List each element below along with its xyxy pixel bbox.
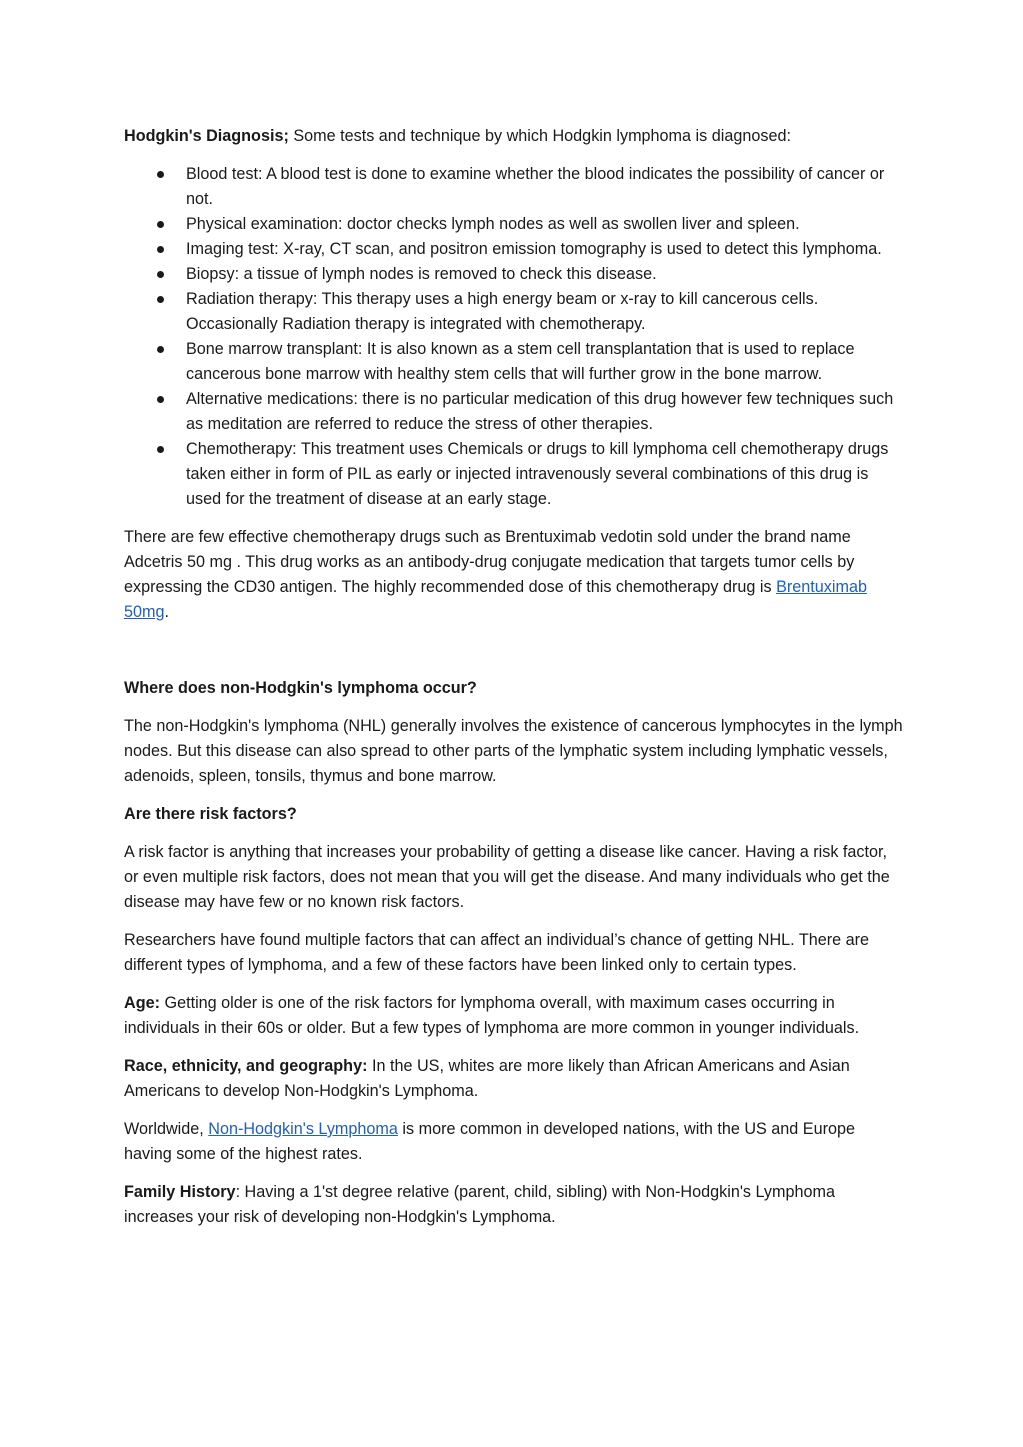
list-item <box>124 162 904 212</box>
list-item-text: Blood test: A blood test is done to examine whether the blood indicates the possibility of cancer or not. <box>186 165 885 208</box>
race-label: Race, ethnicity, and geography: <box>124 1057 368 1075</box>
list-item-text: Bone marrow transplant: It is also known as a stem cell transplantation that is used to replace cancerous bone marrow with healthy stem cells that will further grow in the bone marrow. <box>186 340 855 383</box>
family-text: : Having a 1'st degree relative (parent, child, sibling) with Non-Hodgkin's Lymphoma increases your risk of developing non-Hodgkin's Lymphoma. <box>124 1183 835 1226</box>
risk-heading <box>124 802 904 827</box>
bullet-icon <box>157 346 164 353</box>
list-item-text: Physical examination: doctor checks lymph nodes as well as swollen liver and spleen. <box>186 215 800 233</box>
list-item-text: Radiation therapy: This therapy uses a high energy beam or x-ray to kill cancerous cells. Occasionally Radiation therapy is integrated with chemotherapy. <box>186 290 819 333</box>
list-item <box>124 262 904 287</box>
bullet-icon <box>157 296 164 303</box>
diagnosis-heading: Hodgkin's Diagnosis; <box>124 127 289 145</box>
diagnosis-list <box>124 162 904 512</box>
worldwide-after: is more common in developed nations, with the US and Europe having some of the highest rates. <box>124 1120 856 1163</box>
age-text: Getting older is one of the risk factors for lymphoma overall, with maximum cases occurring in individuals in their 60s or older. But a few types of lymphoma are more common in younger individuals. <box>124 994 860 1037</box>
diagnosis-intro <box>124 124 904 149</box>
bullet-icon <box>157 396 164 403</box>
list-item-text: Imaging test: X-ray, CT scan, and positron emission tomography is used to detect this lymphoma. <box>186 240 882 258</box>
risk-paragraph-2: Researchers have found multiple factors that can affect an individual’s chance of getting NHL. There are different types of lymphoma, and a few of these factors have been linked only to certain types. <box>124 931 870 974</box>
family-label: Family History <box>124 1183 236 1201</box>
bullet-icon <box>157 446 164 453</box>
age-paragraph <box>124 991 904 1041</box>
race-paragraph <box>124 1054 904 1104</box>
list-item-text: Biopsy: a tissue of lymph nodes is removed to check this disease. <box>186 265 657 283</box>
list-item <box>124 212 904 237</box>
list-item <box>124 337 904 387</box>
bullet-icon <box>157 271 164 278</box>
list-item-text: Alternative medications: there is no particular medication of this drug however few techniques such as meditation are referred to reduce the stress of other therapies. <box>186 390 894 433</box>
chemo-text: There are few effective chemotherapy drugs such as Brentuximab vedotin sold under the brand name Adcetris 50 mg . This drug works as an antibody-drug conjugate medication that targets tumor cells by expressing the CD30 antigen. The highly recommended dose of this chemotherapy drug is <box>124 528 855 596</box>
chemo-paragraph <box>124 525 904 625</box>
bullet-icon <box>157 246 164 253</box>
nhl-link[interactable]: Non-Hodgkin's Lymphoma <box>208 1120 398 1138</box>
list-item <box>124 237 904 262</box>
risk-heading-text: Are there risk factors? <box>124 805 297 823</box>
list-item <box>124 287 904 337</box>
brentuximab-link[interactable]: Brentuximab 50mg <box>124 578 867 621</box>
bullet-icon <box>157 221 164 228</box>
race-text: In the US, whites are more likely than African Americans and Asian Americans to develop Non-Hodgkin's Lymphoma. <box>124 1057 850 1100</box>
family-paragraph <box>124 1180 904 1230</box>
list-item <box>124 387 904 437</box>
diagnosis-intro-text: Some tests and technique by which Hodgkin lymphoma is diagnosed: <box>288 127 791 145</box>
nhl-occur-heading <box>124 676 904 701</box>
chemo-period: . <box>164 603 169 621</box>
bullet-icon <box>157 171 164 178</box>
age-label: Age: <box>124 994 160 1012</box>
list-item-text: Chemotherapy: This treatment uses Chemicals or drugs to kill lymphoma cell chemotherapy drugs taken either in form of PIL as early or injected intravenously several combinations of this drug is used for the treatment of disease at an early stage. <box>186 440 889 508</box>
nhl-occur-paragraph: The non-Hodgkin's lymphoma (NHL) generally involves the existence of cancerous lymphocytes in the lymph nodes. But this disease can also spread to other parts of the lymphatic system including lymphatic vessels, adenoids, spleen, tonsils, thymus and bone marrow. <box>124 717 903 785</box>
document-page <box>124 124 904 1243</box>
risk-paragraph-1: A risk factor is anything that increases your probability of getting a disease like cancer. Having a risk factor, or even multiple risk factors, does not mean that you will get the disease. And many individuals who get the disease may have few or no known risk factors. <box>124 843 890 911</box>
worldwide-paragraph <box>124 1117 904 1167</box>
worldwide-before: Worldwide, <box>124 1120 209 1138</box>
nhl-occur-heading-text: Where does non-Hodgkin's lymphoma occur? <box>124 679 477 697</box>
list-item <box>124 437 904 512</box>
spacer <box>124 638 904 676</box>
